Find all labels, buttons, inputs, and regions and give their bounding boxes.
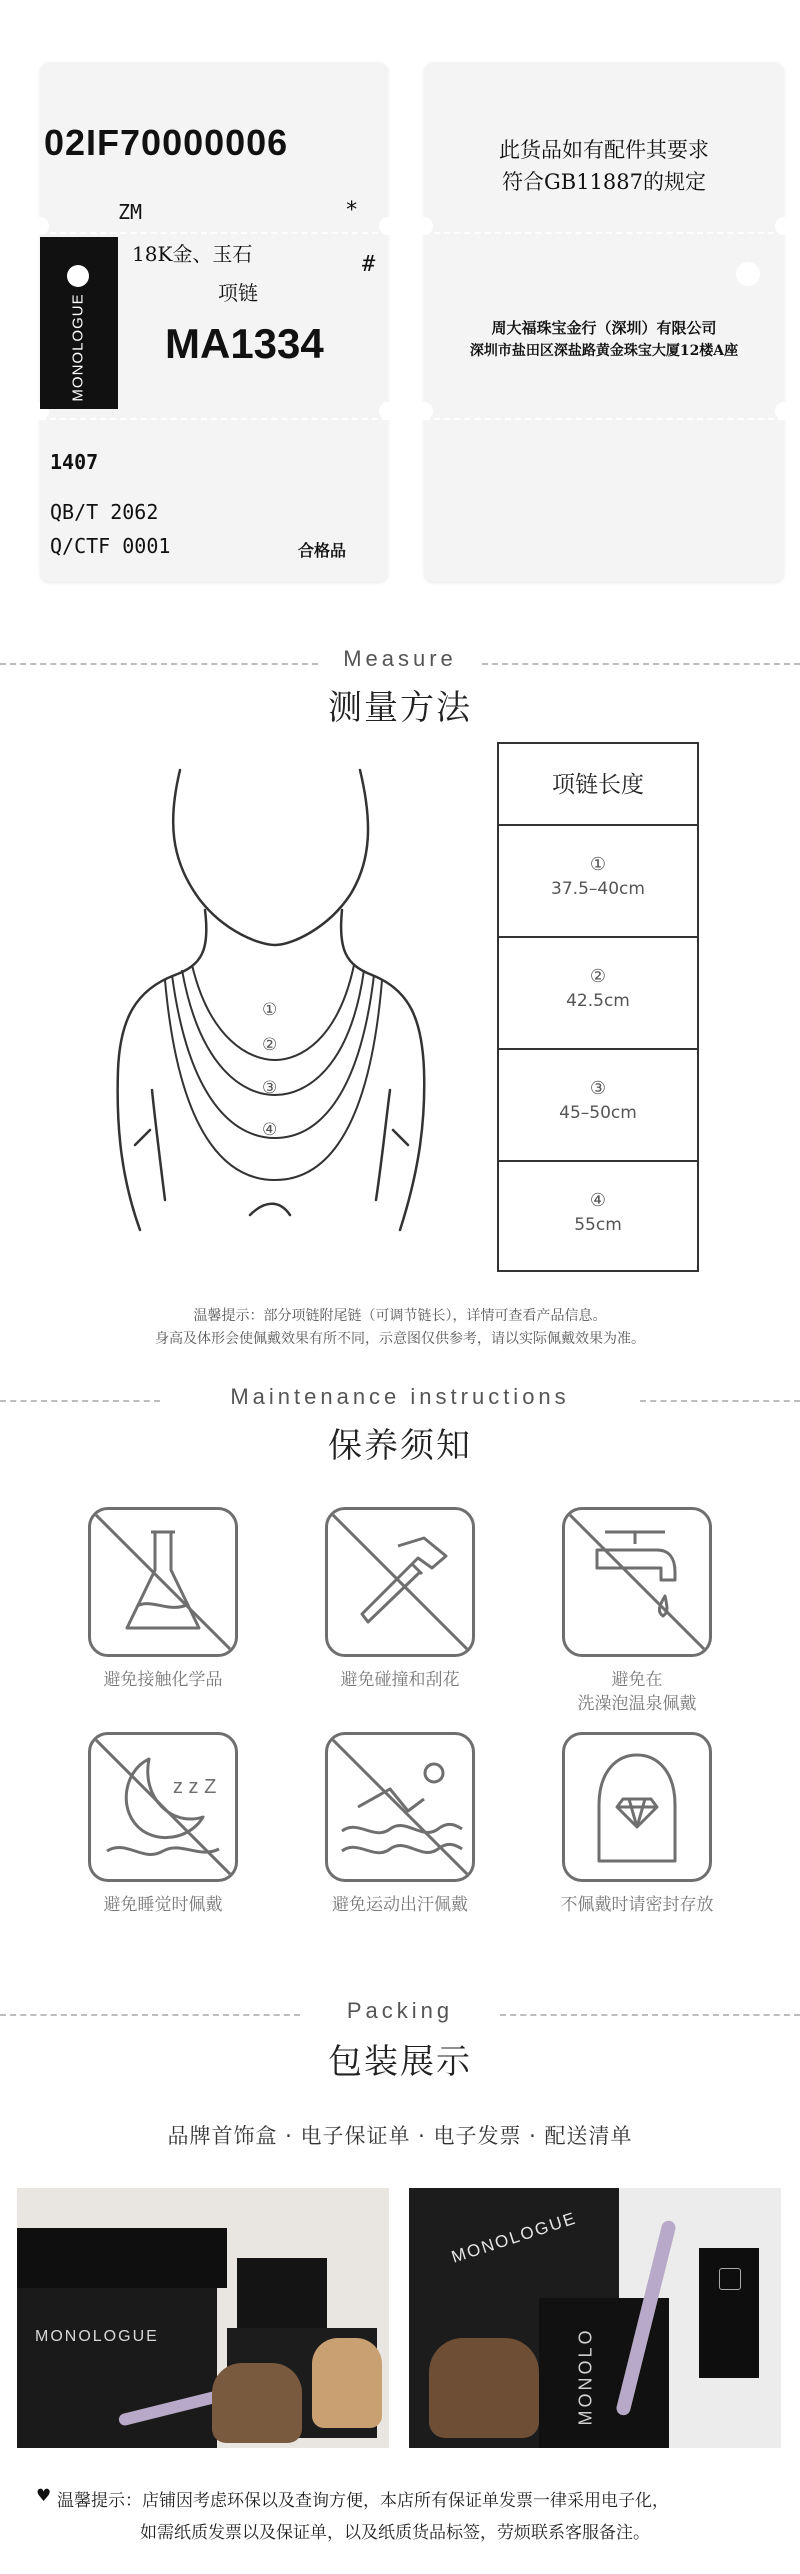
tag-company: 周大福珠宝金行（深圳）有限公司: [491, 319, 717, 337]
tag-standard-2: Q/CTF 0001: [50, 534, 171, 558]
small-box: [237, 2258, 327, 2328]
tag-hash: #: [362, 252, 376, 277]
row-length: 45–50cm: [559, 1103, 637, 1123]
figure-left-armpit: [152, 1090, 165, 1200]
heart-icon: ♥: [36, 2486, 52, 2506]
tag-address: 深圳市盐田区深盐路黄金珠宝大厦12楼A座: [469, 343, 739, 359]
maintenance-title-cn: 保养须知: [328, 1426, 472, 1466]
care-label: 避免碰撞和刮花: [340, 1670, 460, 1690]
figure-right-armpit: [376, 1090, 390, 1200]
certificate-card: [699, 2248, 759, 2378]
care-label: 避免在: [611, 1670, 663, 1690]
gift-box-lid: [17, 2228, 227, 2288]
care-storage: [562, 1732, 712, 1882]
care-label: 避免运动出汗佩戴: [332, 1895, 468, 1915]
care-sleep: [88, 1732, 238, 1882]
row-mark: ③: [589, 1078, 607, 1099]
table-row: [499, 1050, 697, 1162]
measure-title-en: Measure: [343, 646, 457, 671]
row-mark: ①: [589, 854, 607, 875]
figure-chest: [250, 1204, 290, 1215]
figure-mark-1: ①: [262, 1000, 278, 1020]
tag-star: *: [345, 198, 359, 223]
tag-number: 1407: [50, 450, 99, 474]
figure-mark-4: ④: [262, 1120, 278, 1140]
tag-product: 项链: [218, 281, 258, 305]
box-brand-3: MONOLO: [575, 2327, 596, 2426]
brand-dot: [67, 265, 89, 287]
care-label: 不佩戴时请密封存放: [560, 1895, 714, 1915]
row-mark: ④: [589, 1190, 607, 1211]
tag-standard-1: QB/T 2062: [50, 500, 159, 524]
table-header: [499, 744, 697, 826]
footer-line-2: 如需纸质发票以及保证单，以及纸质货品标签，劳烦联系客服备注。: [140, 2523, 650, 2543]
faucet-icon: [565, 1510, 709, 1654]
row-length: 42.5cm: [566, 991, 630, 1011]
tag-notice-line2: 符合GB11887的规定: [501, 170, 706, 194]
table-row: [499, 1162, 697, 1270]
perforation: [40, 418, 388, 420]
tag-notice-line1: 此货品如有配件其要求: [499, 138, 709, 162]
figure-torso-left: [135, 1130, 150, 1145]
hammer-icon: [328, 1510, 472, 1654]
packing-photo-open-box: [409, 2188, 781, 2448]
left-tag: [40, 62, 388, 582]
swimmer-icon: [328, 1735, 472, 1879]
row-length: 37.5–40cm: [551, 879, 645, 899]
row-mark: ②: [589, 966, 607, 987]
table-header-label: 项链长度: [552, 772, 644, 798]
box-brand-2: MONOLOGUE: [449, 2208, 579, 2267]
figure-left-arm: [118, 975, 175, 1230]
figure-neck-right: [341, 910, 372, 975]
tag-initials: ZM: [118, 200, 143, 224]
right-tag: [424, 62, 784, 582]
figure-right-arm: [372, 975, 424, 1230]
length-table: [497, 742, 699, 1272]
care-faucet: [562, 1507, 712, 1657]
figure-chin: [173, 770, 368, 945]
gift-box: [17, 2278, 217, 2448]
footer-line-1: 温馨提示：店铺因考虑环保以及查询方便，本店所有保证单发票一律采用电子化，: [57, 2491, 669, 2511]
perforation: [424, 232, 784, 234]
box-brand: MONOLOGUE: [35, 2328, 159, 2345]
maintenance-title-en: Maintenance instructions: [230, 1384, 570, 1409]
tag-material: 18K金、玉石: [132, 242, 253, 266]
jewelry-case-icon: [565, 1735, 709, 1879]
care-swim: [325, 1732, 475, 1882]
packing-title-en: Packing: [346, 1998, 454, 2023]
pouch: [429, 2338, 539, 2438]
care-label: 避免睡觉时佩戴: [103, 1895, 223, 1915]
packing-subtitle: 品牌首饰盒 · 电子保证单 · 电子发票 · 配送清单: [167, 2124, 633, 2148]
packing-title-cn: 包装展示: [328, 2042, 472, 2082]
care-hammer: [325, 1507, 475, 1657]
tag-qualified: 合格品: [298, 541, 347, 560]
brand-block: [40, 237, 118, 409]
tag-model: MA1334: [165, 320, 324, 367]
perforation: [424, 418, 784, 420]
table-row: [499, 938, 697, 1050]
figure-torso-right: [393, 1130, 408, 1145]
table-row: [499, 826, 697, 938]
sleep-z-text: z z Z: [173, 1776, 217, 1798]
perforation: [40, 232, 388, 234]
tag-hole: [736, 262, 760, 286]
figure-neck-left: [175, 910, 206, 975]
figure-mark-3: ③: [262, 1078, 278, 1098]
necklace-2: [182, 970, 364, 1095]
row-length: 55cm: [574, 1215, 622, 1235]
figure-mark-2: ②: [262, 1035, 278, 1055]
measure-note-2: 身高及体形会使佩戴效果有所不同，示意图仅供参考，请以实际佩戴效果为准。: [155, 1331, 645, 1347]
pouch: [212, 2363, 302, 2443]
measure-title-cn: 测量方法: [328, 688, 472, 728]
tag-code: 02IF70000006: [44, 122, 289, 163]
pouch: [312, 2338, 382, 2428]
brand-vertical-text: MONOLOGUE: [69, 293, 87, 402]
measure-note-1: 温馨提示：部分项链附尾链（可调节链长），详情可查看产品信息。: [193, 1308, 607, 1324]
care-label-2: 洗澡泡温泉佩戴: [577, 1694, 697, 1714]
care-label: 避免接触化学品: [103, 1670, 223, 1690]
chemical-flask-icon: [91, 1510, 235, 1654]
card-logo: [719, 2268, 741, 2290]
packing-photo-boxes: [17, 2188, 389, 2448]
care-chemical: [88, 1507, 238, 1657]
moon-sleep-icon: [91, 1735, 235, 1879]
